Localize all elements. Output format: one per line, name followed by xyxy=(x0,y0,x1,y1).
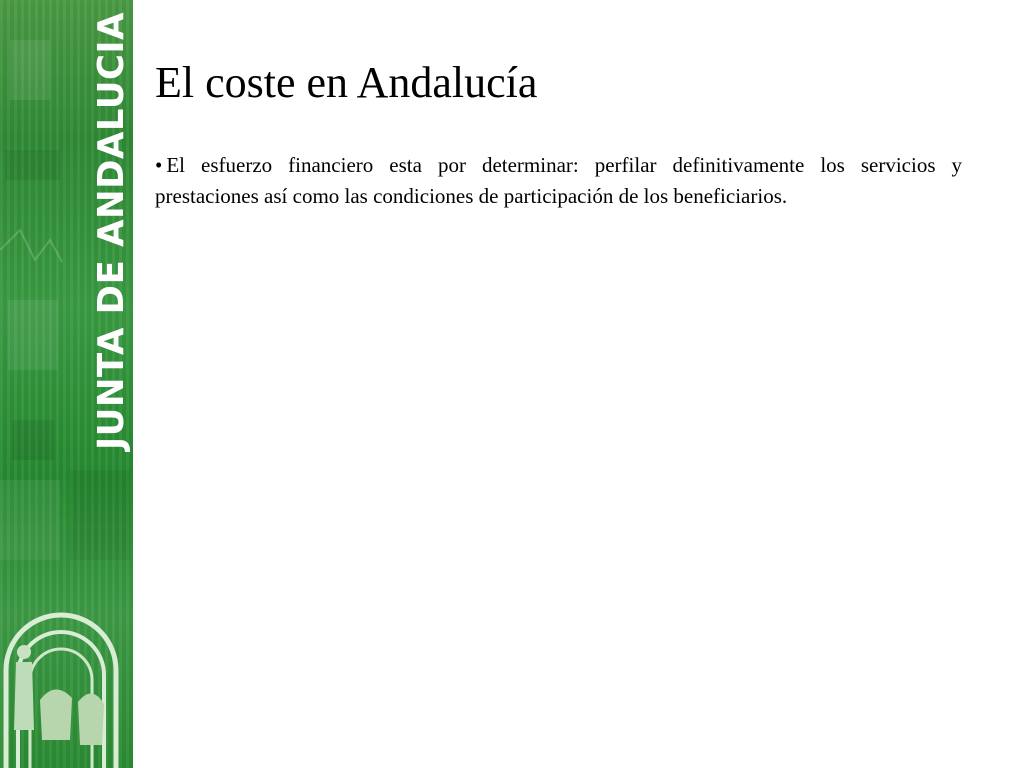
andalucia-emblem xyxy=(0,580,133,768)
junta-andalucia-wordmark xyxy=(66,4,153,458)
junta-label: JUNTA DE ANDALUCIA xyxy=(91,4,132,450)
bullet-item xyxy=(155,150,962,212)
bullet-marker: • xyxy=(155,153,163,177)
bullet-text: El esfuerzo financiero esta por determinar: perfilar definitivamente los servicios y prestaciones así como las condiciones de participación de los beneficiarios. xyxy=(155,153,962,208)
slide-body xyxy=(155,150,962,212)
consejeria-label: Consejería de Economía y Hacienda xyxy=(136,173,153,450)
junta-andalucia-sidebar xyxy=(0,0,153,768)
slide-title: El coste en Andalucía xyxy=(155,58,538,107)
